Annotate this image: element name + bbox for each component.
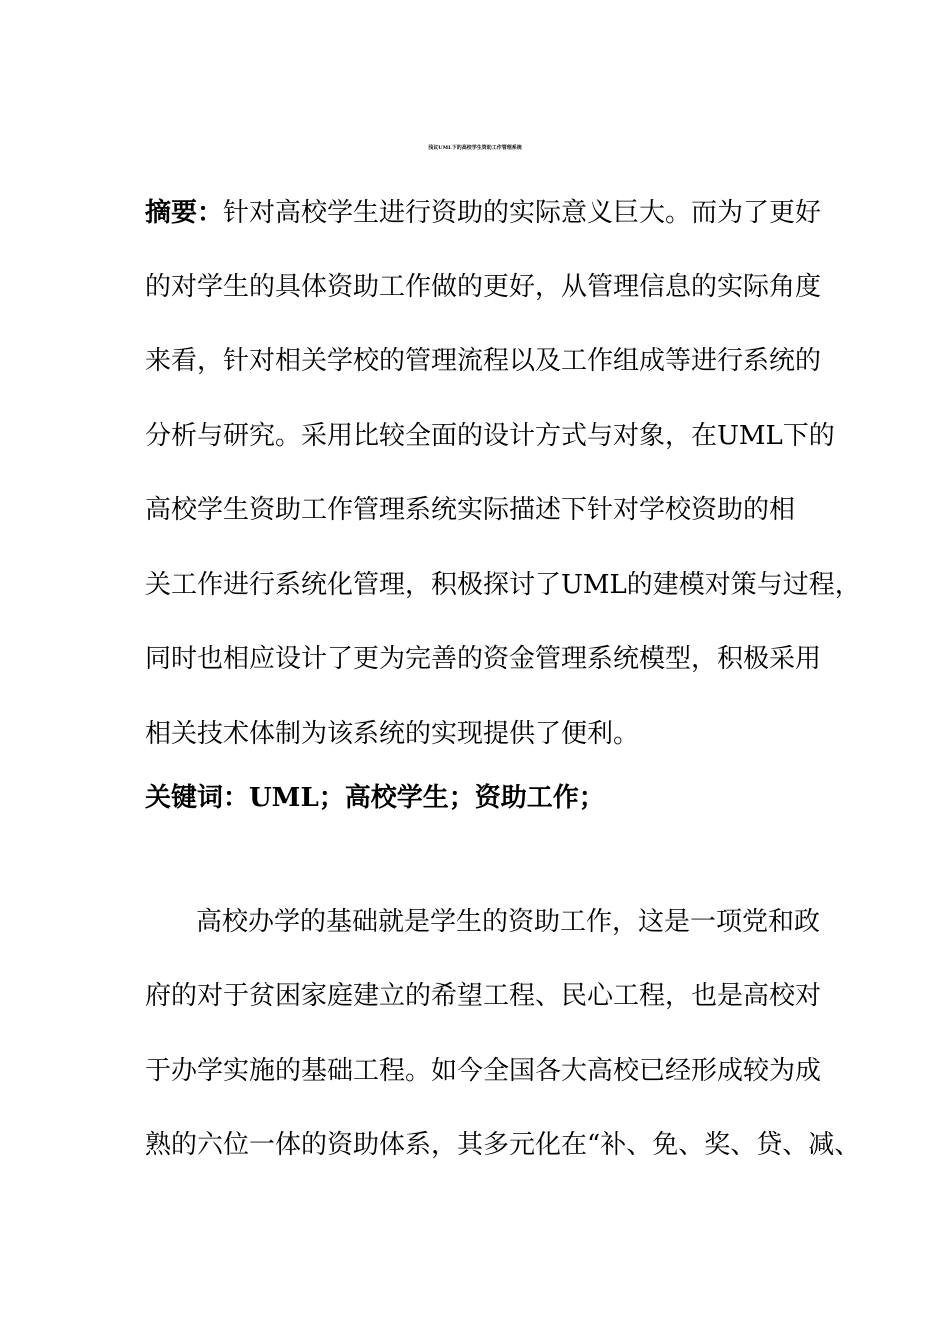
- document-title: 浅议UML下的高校学生资助工作管理系统: [428, 145, 522, 151]
- abstract-line-2: 的对学生的具体资助工作做的更好，从管理信息的实际角度: [145, 272, 822, 302]
- body-line-2: 府的对于贫困家庭建立的希望工程、民心工程，也是高校对: [145, 981, 822, 1011]
- abstract-line-1-text: 针对高校学生进行资助的实际意义巨大。而为了更好: [223, 198, 822, 228]
- abstract-line-4: 分析与研究。采用比较全面的设计方式与对象，在UML下的: [145, 421, 835, 451]
- body-line-3: 于办学实施的基础工程。如今全国各大高校已经形成较为成: [145, 1056, 822, 1086]
- abstract-line-1: [145, 193, 821, 233]
- abstract-line-7: 同时也相应设计了更为完善的资金管理系统模型，积极采用: [145, 644, 822, 674]
- abstract-line-3: 来看，针对相关学校的管理流程以及工作组成等进行系统的: [145, 346, 822, 376]
- abstract-label: 摘要：: [145, 198, 224, 228]
- abstract-line-8: 相关技术体制为该系统的实现提供了便利。: [145, 719, 640, 749]
- body-line-4: 熟的六位一体的资助体系，其多元化在“补、免、奖、贷、减、: [145, 1130, 861, 1160]
- abstract-line-6: 关工作进行系统化管理，积极探讨了UML的建模对策与过程，: [145, 570, 861, 600]
- body-line-1: 高校办学的基础就是学生的资助工作，这是一项党和政: [196, 907, 821, 937]
- abstract-line-5: 高校学生资助工作管理系统实际描述下针对学校资助的相: [145, 495, 796, 525]
- keywords: 关键词：UML；高校学生；资助工作；: [145, 783, 605, 813]
